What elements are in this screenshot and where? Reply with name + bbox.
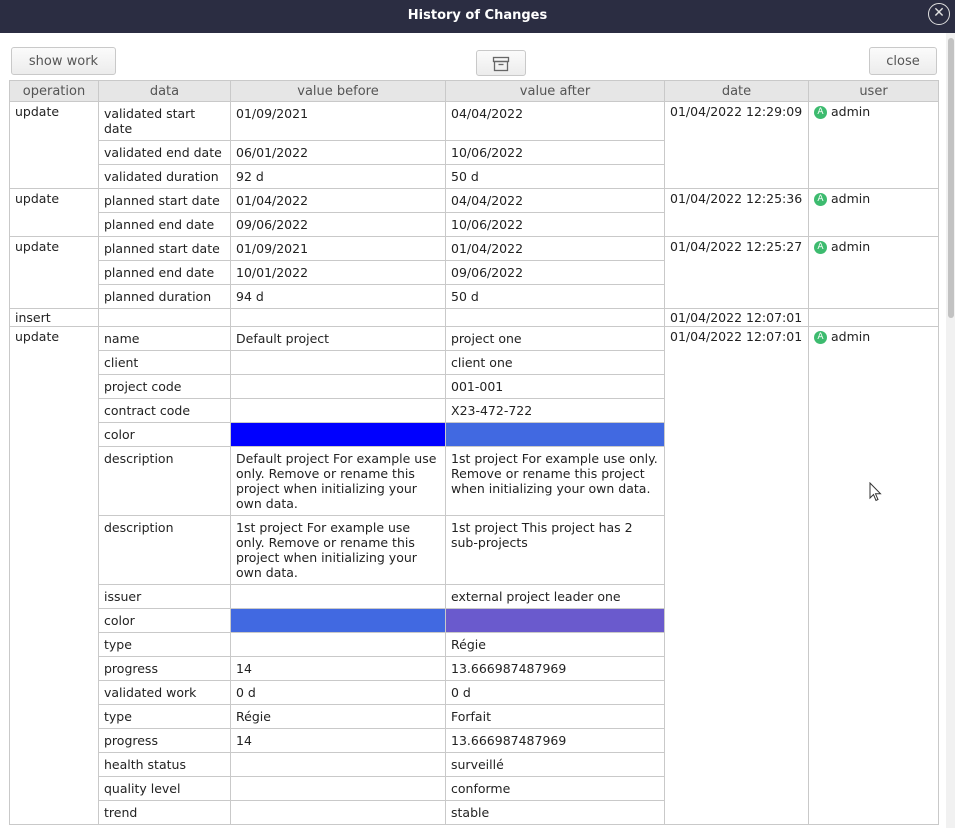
show-work-button[interactable]: show work: [11, 47, 116, 75]
user-name: admin: [831, 239, 871, 254]
value-before-cell: [231, 351, 446, 375]
close-button[interactable]: close: [869, 47, 937, 75]
data-field-cell: name: [99, 327, 231, 351]
value-after-cell: Régie: [446, 633, 665, 657]
user-cell: [809, 309, 939, 327]
value-after-cell: stable: [446, 801, 665, 825]
date-cell: 01/04/2022 12:25:27: [665, 237, 809, 309]
user-avatar-icon: A: [814, 106, 827, 119]
data-field-cell: type: [99, 705, 231, 729]
data-field-cell: validated work: [99, 681, 231, 705]
data-field-cell: contract code: [99, 399, 231, 423]
value-after-cell: Forfait: [446, 705, 665, 729]
data-field-cell: planned start date: [99, 237, 231, 261]
value-before-cell: [231, 633, 446, 657]
value-before-cell: 01/09/2021: [231, 237, 446, 261]
value-after-cell: 10/06/2022: [446, 141, 665, 165]
data-field-cell: description: [99, 516, 231, 585]
value-before-cell: 10/01/2022: [231, 261, 446, 285]
data-field-cell: type: [99, 633, 231, 657]
data-field-cell: quality level: [99, 777, 231, 801]
value-after-cell: 50 d: [446, 165, 665, 189]
value-before-cell: [231, 753, 446, 777]
data-field-cell: color: [99, 609, 231, 633]
value-after-cell: external project leader one: [446, 585, 665, 609]
value-after-cell: 0 d: [446, 681, 665, 705]
user-cell: [809, 237, 939, 309]
data-field-cell: planned duration: [99, 285, 231, 309]
value-after-cell: 1st project For example use only. Remove or rename this project when initializing your own data.: [446, 447, 665, 516]
value-before-cell: 09/06/2022: [231, 213, 446, 237]
data-field-cell: issuer: [99, 585, 231, 609]
value-before-cell: 14: [231, 729, 446, 753]
date-cell: 01/04/2022 12:29:09: [665, 102, 809, 189]
column-header-value-after[interactable]: value after: [446, 81, 665, 102]
value-before-cell: 01/04/2022: [231, 189, 446, 213]
value-after-cell: 01/04/2022: [446, 237, 665, 261]
value-after-cell: 04/04/2022: [446, 102, 665, 141]
value-after-cell: X23-472-722: [446, 399, 665, 423]
value-before-cell: 94 d: [231, 285, 446, 309]
dialog-title: History of Changes: [407, 8, 548, 23]
value-before-cell: [231, 399, 446, 423]
value-before-cell: [231, 309, 446, 327]
data-field-cell: progress: [99, 729, 231, 753]
operation-cell: insert: [10, 309, 99, 327]
history-table: [9, 80, 939, 825]
value-before-cell: [231, 585, 446, 609]
user-name: admin: [831, 104, 871, 119]
dialog-titlebar: [0, 0, 955, 33]
data-field-cell: validated start date: [99, 102, 231, 141]
color-swatch-before: [231, 609, 446, 633]
value-after-cell: 10/06/2022: [446, 213, 665, 237]
user-avatar-icon: A: [814, 193, 827, 206]
operation-cell: update: [10, 327, 99, 825]
user-cell: [809, 102, 939, 189]
value-before-cell: [231, 777, 446, 801]
archive-button[interactable]: [476, 50, 526, 76]
value-before-cell: 14: [231, 657, 446, 681]
date-cell: 01/04/2022 12:07:01: [665, 309, 809, 327]
operation-cell: update: [10, 237, 99, 309]
value-before-cell: [231, 801, 446, 825]
value-after-cell: conforme: [446, 777, 665, 801]
value-before-cell: 1st project For example use only. Remove or rename this project when initializing your own data.: [231, 516, 446, 585]
scrollbar-thumb[interactable]: [948, 38, 954, 318]
value-after-cell: client one: [446, 351, 665, 375]
value-after-cell: 13.666987487969: [446, 729, 665, 753]
data-field-cell: trend: [99, 801, 231, 825]
value-after-cell: [446, 309, 665, 327]
value-after-cell: 04/04/2022: [446, 189, 665, 213]
value-before-cell: 01/09/2021: [231, 102, 446, 141]
archive-icon: [492, 56, 510, 72]
data-field-cell: progress: [99, 657, 231, 681]
close-icon[interactable]: ✕: [928, 3, 950, 25]
value-before-cell: Default project For example use only. Remove or rename this project when initializing your own data.: [231, 447, 446, 516]
data-field-cell: client: [99, 351, 231, 375]
mouse-cursor-icon: [869, 482, 883, 502]
value-before-cell: 06/01/2022: [231, 141, 446, 165]
color-swatch-after: [446, 609, 665, 633]
data-field-cell: validated end date: [99, 141, 231, 165]
history-row: [10, 237, 939, 261]
value-before-cell: 92 d: [231, 165, 446, 189]
value-before-cell: Régie: [231, 705, 446, 729]
data-field-cell: planned end date: [99, 261, 231, 285]
value-after-cell: 50 d: [446, 285, 665, 309]
user-cell: [809, 189, 939, 237]
date-cell: 01/04/2022 12:07:01: [665, 327, 809, 825]
data-field-cell: color: [99, 423, 231, 447]
value-after-cell: 13.666987487969: [446, 657, 665, 681]
history-row: [10, 309, 939, 327]
data-field-cell: validated duration: [99, 165, 231, 189]
value-after-cell: surveillé: [446, 753, 665, 777]
column-header-user[interactable]: user: [809, 81, 939, 102]
data-field-cell: planned start date: [99, 189, 231, 213]
color-swatch-before: [231, 423, 446, 447]
date-cell: 01/04/2022 12:25:36: [665, 189, 809, 237]
user-name: admin: [831, 191, 871, 206]
data-field-cell: description: [99, 447, 231, 516]
history-row: [10, 189, 939, 213]
history-rows: [10, 102, 939, 825]
operation-cell: update: [10, 102, 99, 189]
value-before-cell: Default project: [231, 327, 446, 351]
history-row: [10, 327, 939, 351]
data-field-cell: planned end date: [99, 213, 231, 237]
value-after-cell: 09/06/2022: [446, 261, 665, 285]
value-after-cell: project one: [446, 327, 665, 351]
user-name: admin: [831, 329, 871, 344]
table-header-row: [10, 81, 939, 102]
user-avatar-icon: A: [814, 331, 827, 344]
data-field-cell: project code: [99, 375, 231, 399]
data-field-cell: [99, 309, 231, 327]
value-before-cell: [231, 375, 446, 399]
user-avatar-icon: A: [814, 241, 827, 254]
value-before-cell: 0 d: [231, 681, 446, 705]
color-swatch-after: [446, 423, 665, 447]
user-cell: [809, 327, 939, 825]
column-header-value-before[interactable]: value before: [231, 81, 446, 102]
column-header-date[interactable]: date: [665, 81, 809, 102]
column-header-data[interactable]: data: [99, 81, 231, 102]
value-after-cell: 001-001: [446, 375, 665, 399]
column-header-operation[interactable]: operation: [10, 81, 99, 102]
history-row: [10, 102, 939, 141]
data-field-cell: health status: [99, 753, 231, 777]
value-after-cell: 1st project This project has 2 sub-projects: [446, 516, 665, 585]
operation-cell: update: [10, 189, 99, 237]
